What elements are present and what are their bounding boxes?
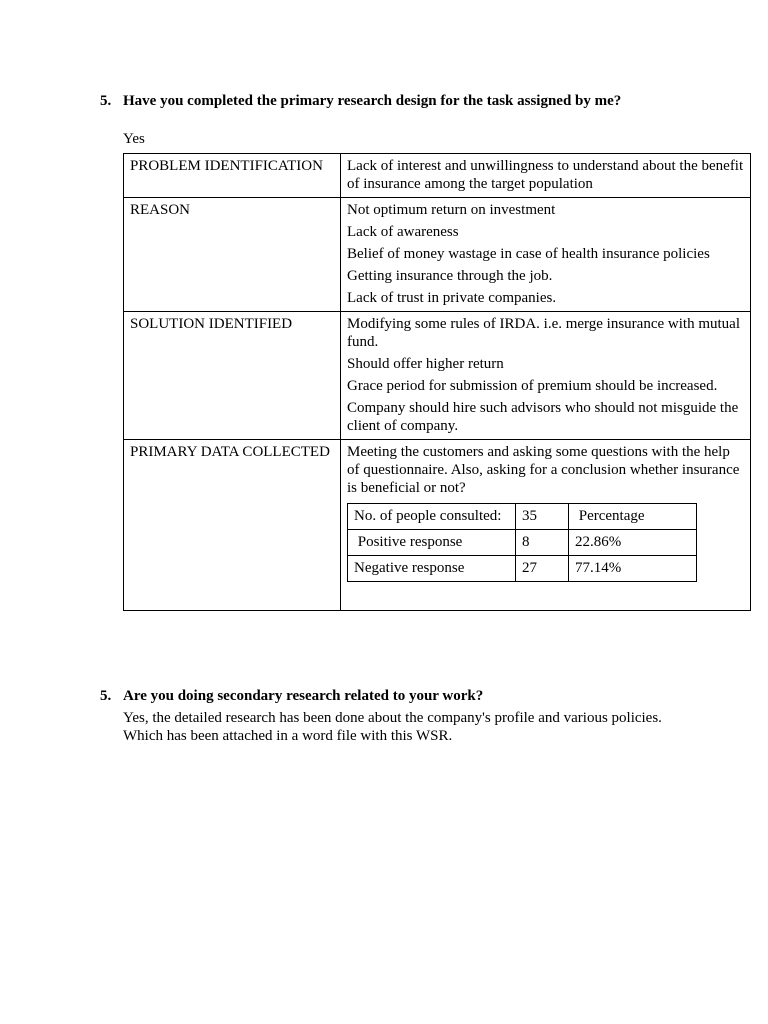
row-label: REASON [124, 198, 341, 312]
content-line: Lack of trust in private companies. [347, 290, 557, 306]
inner-cell: Percentage [569, 504, 697, 530]
question-1-answer: Yes [123, 131, 145, 147]
row-label: SOLUTION IDENTIFIED [124, 312, 341, 440]
research-design-table [123, 153, 751, 611]
table-row [124, 312, 751, 440]
inner-row [348, 504, 697, 530]
inner-cell: Positive response [348, 530, 516, 556]
row-content [341, 154, 751, 198]
content-line: Should offer higher return [347, 356, 504, 372]
row-label: PRIMARY DATA COLLECTED [124, 440, 341, 611]
inner-cell: 27 [516, 556, 569, 582]
row-content [341, 312, 751, 440]
content-line: Belief of money wastage in case of health insurance policies [347, 246, 710, 262]
inner-cell: Negative response [348, 556, 516, 582]
table-row [124, 440, 751, 611]
question-1-number: 5. [100, 93, 112, 109]
table-row [124, 154, 751, 198]
question-1 [100, 92, 660, 110]
content-line: Not optimum return on investment [347, 202, 556, 218]
content-line: Lack of awareness [347, 224, 459, 240]
row-label: PROBLEM IDENTIFICATION [124, 154, 341, 198]
inner-row [348, 530, 697, 556]
question-1-text: Have you completed the primary research design for the task assigned by me? [123, 93, 622, 109]
content-line: Getting insurance through the job. [347, 268, 553, 284]
content-line: Company should hire such advisors who should not misguide the client of company. [347, 400, 739, 434]
question-2 [100, 687, 660, 705]
inner-cell: 77.14% [569, 556, 697, 582]
survey-results-table [347, 503, 697, 582]
content-line: Grace period for submission of premium should be increased. [347, 378, 718, 394]
question-2-number: 5. [100, 688, 112, 704]
inner-row [348, 556, 697, 582]
content-line: Lack of interest and unwillingness to understand about the benefit of insurance among the target population [347, 158, 744, 192]
inner-cell: 35 [516, 504, 569, 530]
question-2-answer: Yes, the detailed research has been done about the company's profile and various policies. Which has been attached in a word file with this WSR. [123, 710, 662, 744]
row-content [341, 440, 751, 611]
question-2-text: Are you doing secondary research related to your work? [123, 688, 484, 704]
content-line: Meeting the customers and asking some questions with the help of questionnaire. Also, asking for a conclusion whether insurance is beneficial or not? [347, 444, 740, 496]
inner-cell: 22.86% [569, 530, 697, 556]
content-line: Modifying some rules of IRDA. i.e. merge insurance with mutual fund. [347, 316, 740, 350]
row-content [341, 198, 751, 312]
inner-cell: No. of people consulted: [348, 504, 516, 530]
inner-cell: 8 [516, 530, 569, 556]
table-row [124, 198, 751, 312]
